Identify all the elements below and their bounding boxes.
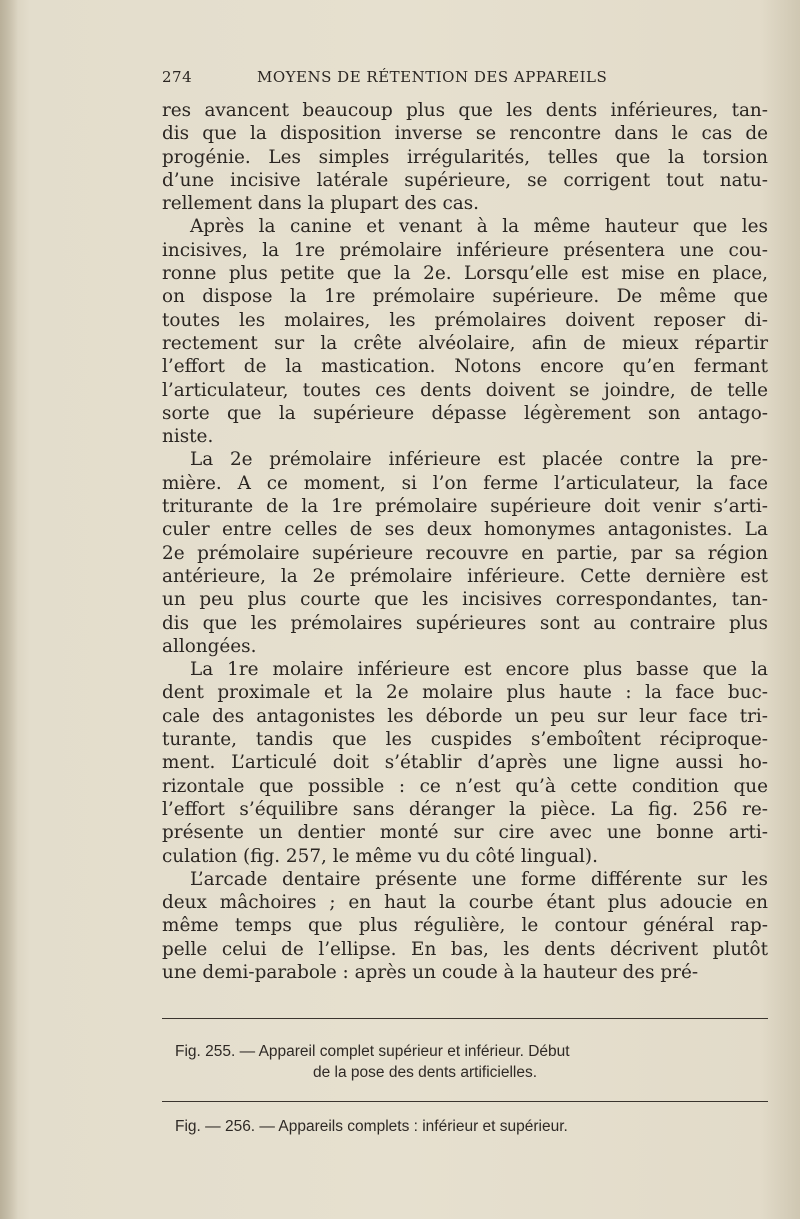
text-line: La 2e prémolaire inférieure est placée contre la pre- (190, 449, 768, 471)
text-line: on dispose la 1re prémolaire supérieure. De même que (162, 286, 768, 308)
text-line: niste. (162, 426, 214, 448)
paragraph (162, 215, 768, 448)
text-line: mière. A ce moment, si l’on ferme l’articulateur, la face (162, 472, 768, 494)
text-line: d’une incisive latérale supérieure, se corrigent tout natu- (162, 169, 768, 191)
text-line: rellement dans la plupart des cas. (162, 193, 480, 215)
text-line: dis que la disposition inverse se rencontre dans le cas de (162, 123, 768, 145)
text-line: 2e prémolaire supérieure recouvre en partie, par sa région (162, 542, 768, 564)
text-line: dent proximale et la 2e molaire plus haute : la face buc- (162, 682, 768, 704)
text-line: un peu plus courte que les incisives correspondantes, tan- (162, 589, 768, 611)
text-line: dis que les prémolaires supérieures sont au contraire plus (162, 612, 768, 634)
paragraph (162, 99, 768, 215)
text-line: turante, tandis que les cuspides s’emboîtent réciproque- (162, 729, 768, 751)
text-line: antérieure, la 2e prémolaire inférieure. Cette dernière est (162, 565, 768, 587)
figure-caption-255-line-2: de la pose des dents artificielles. (313, 1064, 538, 1081)
text-line: ronne plus petite que la 2e. Lorsqu’elle est mise en place, (162, 263, 768, 285)
text-line: l’articulateur, toutes ces dents doivent se joindre, de telle (162, 379, 768, 401)
figure-caption-255-line-1: Fig. 255. — Appareil complet supérieur et inférieur. Début (175, 1043, 570, 1060)
text-line: cale des antagonistes les déborde un peu sur leur face tri- (162, 705, 768, 727)
paragraph (162, 448, 768, 658)
running-title: MOYENS DE RÉTENTION DES APPAREILS (257, 68, 608, 86)
text-line: triturante de la 1re prémolaire supérieure doit venir s’arti- (162, 496, 768, 518)
text-line: une demi-parabole : après un coude à la hauteur des pré- (162, 961, 699, 983)
paragraph (162, 868, 768, 984)
text-line: présente un dentier monté sur cire avec une bonne arti- (162, 822, 768, 844)
text-line: L’arcade dentaire présente une forme différente sur les (190, 868, 768, 890)
page-number: 274 (162, 68, 193, 86)
text-line: culation (fig. 257, le même vu du côté lingual). (162, 845, 598, 867)
text-line: culer entre celles de ses deux homonymes antagonistes. La (162, 519, 768, 541)
text-line: l’effort s’équilibre sans déranger la pièce. La fig. 256 re- (162, 798, 768, 820)
text-line: allongées. (162, 635, 257, 657)
figure-caption-256: Fig. — 256. — Appareils complets : inférieur et supérieur. (175, 1118, 568, 1135)
footnote-rule (162, 1018, 768, 1019)
text-line: incisives, la 1re prémolaire inférieure présentera une cou- (162, 239, 768, 261)
body-text (162, 99, 768, 984)
text-line: La 1re molaire inférieure est encore plus basse que la (190, 659, 768, 681)
text-line: progénie. Les simples irrégularités, telles que la torsion (162, 146, 768, 168)
caption-divider (162, 1101, 768, 1102)
text-line: ment. L’articulé doit s’établir d’après une ligne aussi ho- (162, 752, 768, 774)
text-line: Après la canine et venant à la même hauteur que les (190, 216, 768, 238)
paragraph (162, 658, 768, 868)
text-line: deux mâchoires ; en haut la courbe étant plus adoucie en (162, 892, 768, 914)
text-line: res avancent beaucoup plus que les dents inférieures, tan- (162, 100, 768, 121)
text-line: rectement sur la crête alvéolaire, afin de mieux répartir (162, 332, 768, 354)
running-header (162, 68, 768, 92)
text-line: rizontale que possible : ce n’est qu’à cette condition que (162, 775, 768, 797)
page-binding-shadow (0, 0, 18, 1219)
text-line: même temps que plus régulière, le contour général rap- (162, 915, 768, 937)
text-line: sorte que la supérieure dépasse légèrement son antago- (162, 402, 768, 424)
text-line: l’effort de la mastication. Notons encore qu’en fermant (162, 356, 768, 378)
text-line: pelle celui de l’ellipse. En bas, les dents décrivent plutôt (162, 938, 768, 960)
text-line: toutes les molaires, les prémolaires doivent reposer di- (162, 309, 768, 331)
